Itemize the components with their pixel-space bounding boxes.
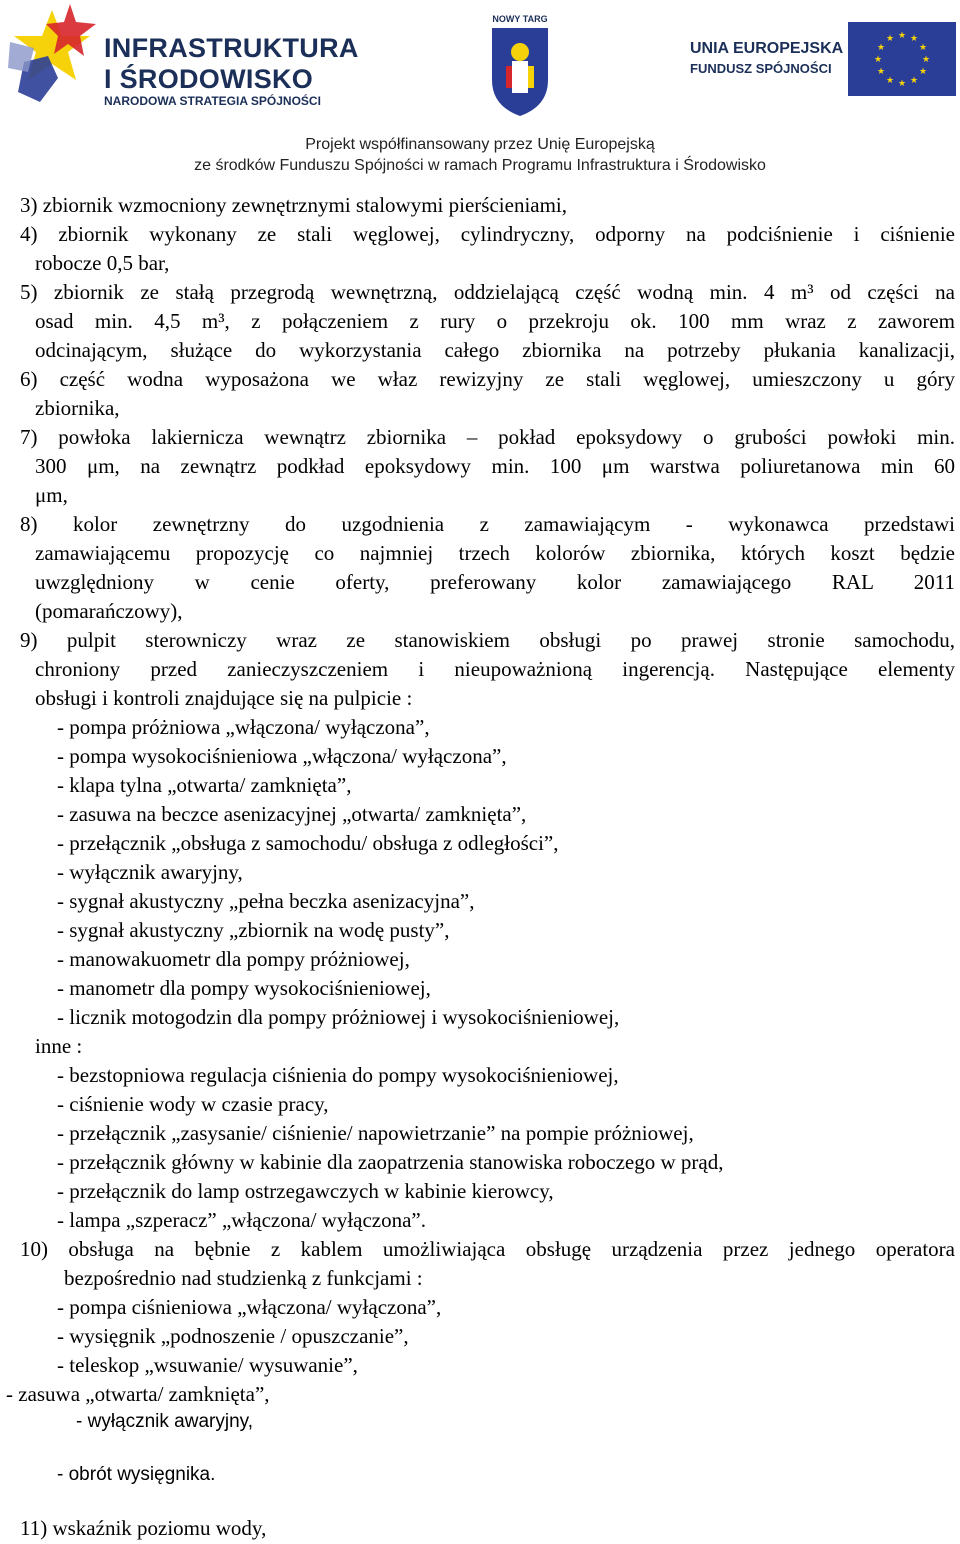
list-item: 10) obsługa na bębnie z kablem umożliwiająca obsługę urządzenia przez jednego operatora [20, 1237, 955, 1261]
sub-list-item: - przełącznik „zasysanie/ ciśnienie/ napowietrzanie” na pompie próżniowej, [57, 1121, 694, 1145]
sub-list-item: - wysięgnik „podnoszenie / opuszczanie”, [57, 1324, 409, 1348]
sub-list-item: - obrót wysięgnika. [57, 1464, 216, 1485]
project-note-line1: Projekt współfinansowany przez Unię Europejską [305, 136, 655, 153]
list-item-continuation: robocze 0,5 bar, [35, 251, 170, 275]
svg-text:★: ★ [876, 43, 886, 53]
sub-list-item: - manometr dla pompy wysokociśnieniowej, [57, 976, 431, 1000]
svg-text:★: ★ [909, 34, 919, 44]
logo-title-line2: I ŚRODOWISKO [104, 64, 314, 94]
sub-list-item: - sygnał akustyczny „zbiornik na wodę pusty”, [57, 918, 450, 942]
star-emblem-icon [4, 2, 104, 112]
project-cofinancing-note [0, 134, 960, 176]
list-item-continuation: zbiornika, [35, 396, 120, 420]
sub-list-item: - klapa tylna „otwarta/ zamknięta”, [57, 773, 352, 797]
sub-list-item: - teleskop „wsuwanie/ wysuwanie”, [57, 1353, 358, 1377]
svg-text:★: ★ [876, 67, 886, 77]
eu-label: UNIA EUROPEJSKA [690, 40, 844, 57]
list-item: 6) część wodna wyposażona we właz rewizyjny ze stali węglowej, umieszczony u góry [20, 367, 955, 391]
eu-flag-icon [848, 22, 956, 96]
sub-list-item: - manowakuometr dla pompy próżniowej, [57, 947, 410, 971]
sub-list-item: - wyłącznik awaryjny, [57, 860, 243, 884]
sub-list-item: - przełącznik „obsługa z samochodu/ obsługa z odległości”, [57, 831, 559, 855]
logo-subtitle: NARODOWA STRATEGIA SPÓJNOŚCI [104, 94, 321, 108]
svg-text:★: ★ [885, 34, 895, 44]
list-item: 7) powłoka lakiernicza wewnątrz zbiornika – pokład epoksydowy o grubości powłoki min. [20, 425, 955, 449]
list-item-continuation: osad min. 4,5 m³, z połączeniem z rury o przekroju ok. 100 mm wraz z zaworem [35, 309, 955, 333]
list-item-continuation: (pomarańczowy), [35, 599, 183, 623]
svg-text:★: ★ [918, 67, 928, 77]
sub-list-item: - zasuwa na beczce asenizacyjnej „otwarta/ zamknięta”, [57, 802, 527, 826]
infrastruktura-srodowisko-logo [4, 2, 359, 112]
list-item-continuation: zamawiającemu propozycję co najmniej trzech kolorów zbiornika, których koszt będzie [35, 541, 955, 565]
sub-list-item: - przełącznik główny w kabinie dla zaopatrzenia stanowiska roboczego w prąd, [57, 1150, 724, 1174]
sub-list-item: - pompa ciśnieniowa „włączona/ wyłączona”, [57, 1295, 442, 1319]
sub-list-item: - pompa próżniowa „włączona/ wyłączona”, [57, 715, 430, 739]
svg-text:★: ★ [897, 79, 907, 89]
svg-text:★: ★ [921, 55, 931, 65]
logo-title [104, 33, 359, 95]
list-item-continuation: 300 μm, na zewnątrz podkład epoksydowy min. 100 μm warstwa poliuretanowa min 60 [35, 454, 955, 478]
svg-text:★: ★ [885, 76, 895, 86]
sub-list-item: - wyłącznik awaryjny, [76, 1411, 254, 1432]
svg-text:★: ★ [909, 76, 919, 86]
list-item: 9) pulpit sterowniczy wraz ze stanowiskiem obsługi po prawej stronie samochodu, [20, 628, 955, 652]
list-item-continuation: μm, [35, 483, 68, 507]
sub-list-item: - lampa „szperacz” „włączona/ wyłączona”. [57, 1208, 427, 1232]
sub-list-item: - bezstopniowa regulacja ciśnienia do pompy wysokociśnieniowej, [57, 1063, 619, 1087]
sub-list-item: - pompa wysokociśnieniowa „włączona/ wyłączona”, [57, 744, 507, 768]
svg-text:★: ★ [873, 55, 883, 65]
page-header [0, 0, 960, 180]
sub-list-item: - licznik motogodzin dla pompy próżniowej i wysokociśnieniowej, [57, 1005, 620, 1029]
nowy-targ-crest [486, 6, 554, 118]
sub-list-item: - ciśnienie wody w czasie pracy, [57, 1092, 329, 1116]
list-item-continuation: uwzględniony w cenie oferty, preferowany kolor zamawiającego RAL 2011 [35, 570, 955, 594]
sub-list-item: - sygnał akustyczny „pełna beczka asenizacyjna”, [57, 889, 475, 913]
project-note-line2: ze środków Funduszu Spójności w ramach Programu Infrastruktura i Środowisko [194, 157, 766, 174]
list-item-continuation: bezpośrednio nad studzienką z funkcjami : [64, 1266, 423, 1290]
list-item: 8) kolor zewnętrzny do uzgodnienia z zamawiającym - wykonawca przedstawi [20, 512, 955, 536]
cohesion-fund-label: FUNDUSZ SPÓJNOŚCI [690, 61, 832, 76]
list-item-continuation: odcinającym, służące do wykorzystania całego zbiornika na potrzeby płukania kanalizacji, [35, 338, 955, 362]
nowy-targ-label: NOWY TARG [492, 14, 548, 24]
svg-text:★: ★ [897, 31, 907, 41]
list-item-continuation: chroniony przed zanieczyszczeniem i nieupoważnioną ingerencją. Następujące elementy [35, 657, 955, 681]
logo-title-line1: INFRASTRUKTURA [104, 33, 359, 63]
svg-text:★: ★ [918, 43, 928, 53]
eu-cohesion-fund-logo [690, 22, 956, 98]
list-item: 4) zbiornik wykonany ze stali węglowej, cylindryczny, odporny na podciśnienie i ciśnienie [20, 222, 955, 246]
sub-list-item: - przełącznik do lamp ostrzegawczych w kabinie kierowcy, [57, 1179, 554, 1203]
sub-list-item: - zasuwa „otwarta/ zamknięta”, [6, 1382, 270, 1406]
sub-list-heading: inne : [35, 1034, 83, 1058]
list-item: 3) zbiornik wzmocniony zewnętrznymi stalowymi pierścieniami, [20, 193, 568, 217]
list-item: 11) wskaźnik poziomu wody, [20, 1516, 267, 1540]
list-item: 5) zbiornik ze stałą przegrodą wewnętrzną, oddzielającą część wodną min. 4 m³ od części na [20, 280, 955, 304]
list-item-continuation: obsługi i kontroli znajdujące się na pulpicie : [35, 686, 413, 710]
